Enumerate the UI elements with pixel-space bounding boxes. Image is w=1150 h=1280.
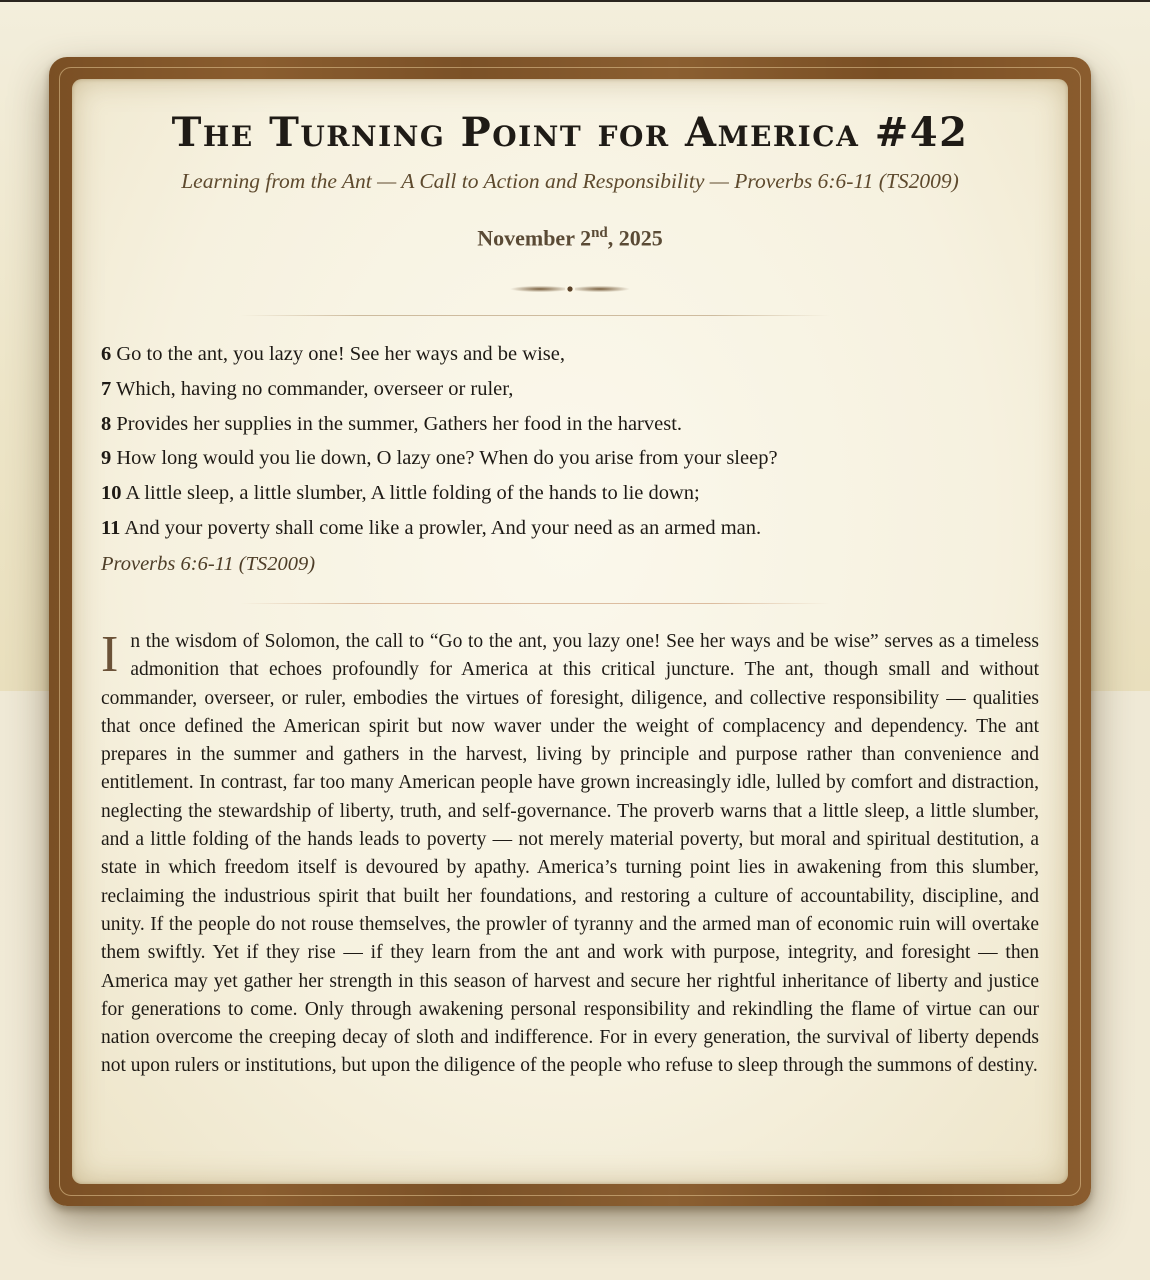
verse-text: Go to the ant, you lazy one! See her ways and be wise, (116, 343, 565, 365)
verse-line (101, 476, 1001, 511)
parchment-page (72, 79, 1068, 1184)
verse-line (101, 441, 1001, 476)
wooden-frame (49, 57, 1091, 1206)
ornament-divider-icon (509, 281, 631, 297)
date-ordinal: nd (591, 225, 608, 241)
verse-text: Which, having no commander, overseer or ruler, (116, 377, 514, 400)
divider-rule (240, 315, 830, 316)
divider-rule (240, 603, 830, 604)
scripture-verses (101, 337, 1001, 546)
essay-paragraph (101, 628, 1039, 1081)
verse-text: How long would you lie down, O lazy one? When do you arise from your sleep? (116, 447, 778, 470)
drop-cap: I (101, 626, 119, 683)
verse-number: 10 (101, 482, 122, 505)
date-suffix: , 2025 (607, 225, 663, 251)
verse-line (101, 407, 1001, 442)
verse-number: 6 (101, 343, 112, 365)
verse-number: 7 (101, 377, 112, 400)
page-subtitle: Learning from the Ant — A Call to Action and Responsibility — Proverbs 6:6-11 (TS2009) (181, 169, 959, 193)
publication-date (72, 225, 1068, 251)
essay-body: n the wisdom of Solomon, the call to “Go to the ant, you lazy one! See her ways and be wise” serves as a timeless admonition that echoes profoundly for America at this critical juncture. The ant, though small and without commander, overseer, or ruler, embodies the virtues of foresight, diligence, and collective responsibility — qualities that once defined the American spirit but now waver under the weight of complacency and dependency. The ant prepares in the summer and gathers in the harvest, living by principle and purpose rather than convenience and entitlement. In contrast, far too many American people have grown increasingly idle, lulled by comfort and distraction, neglecting the stewardship of liberty, truth, and self-governance. The proverb warns that a little sleep, a little slumber, and a little folding of the hands leads to poverty — not merely material poverty, but moral and spiritual destitution, a state in which freedom itself is devoured by apathy. America’s turning point lies in awakening from this slumber, reclaiming the industrious spirit that built her foundations, and restoring a culture of accountability, discipline, and unity. If the people do not rouse themselves, the prowler of tyranny and the armed man of economic ruin will overtake them swiftly. Yet if they rise — if they learn from the ant and work with purpose, integrity, and foresight — then America may yet gather her strength in this season of harvest and secure her rightful inheritance of liberty and justice for generations to come. Only through awakening personal responsibility and rekindling the flame of virtue can our nation overcome the creeping decay of sloth and indifference. For in every generation, the survival of liberty depends not upon rulers or institutions, but upon the diligence of the people who refuse to sleep through the summons of destiny. (101, 631, 1039, 1077)
verse-number: 8 (101, 412, 112, 435)
verse-line (101, 337, 1001, 372)
date-prefix: November 2 (477, 225, 592, 251)
verse-number: 9 (101, 447, 112, 470)
verse-line (101, 372, 1001, 407)
verse-number: 11 (101, 516, 121, 539)
verse-line (101, 511, 1001, 546)
page-title: The Turning Point for America #42 (171, 109, 969, 156)
verse-text: A little sleep, a little slumber, A little folding of the hands to lie down; (125, 482, 700, 505)
scripture-citation: Proverbs 6:6-11 (TS2009) (101, 553, 316, 575)
top-border-line (0, 0, 1150, 2)
verse-text: Provides her supplies in the summer, Gathers her food in the harvest. (116, 412, 683, 435)
verse-text: And your poverty shall come like a prowler, And your need as an armed man. (124, 516, 762, 539)
